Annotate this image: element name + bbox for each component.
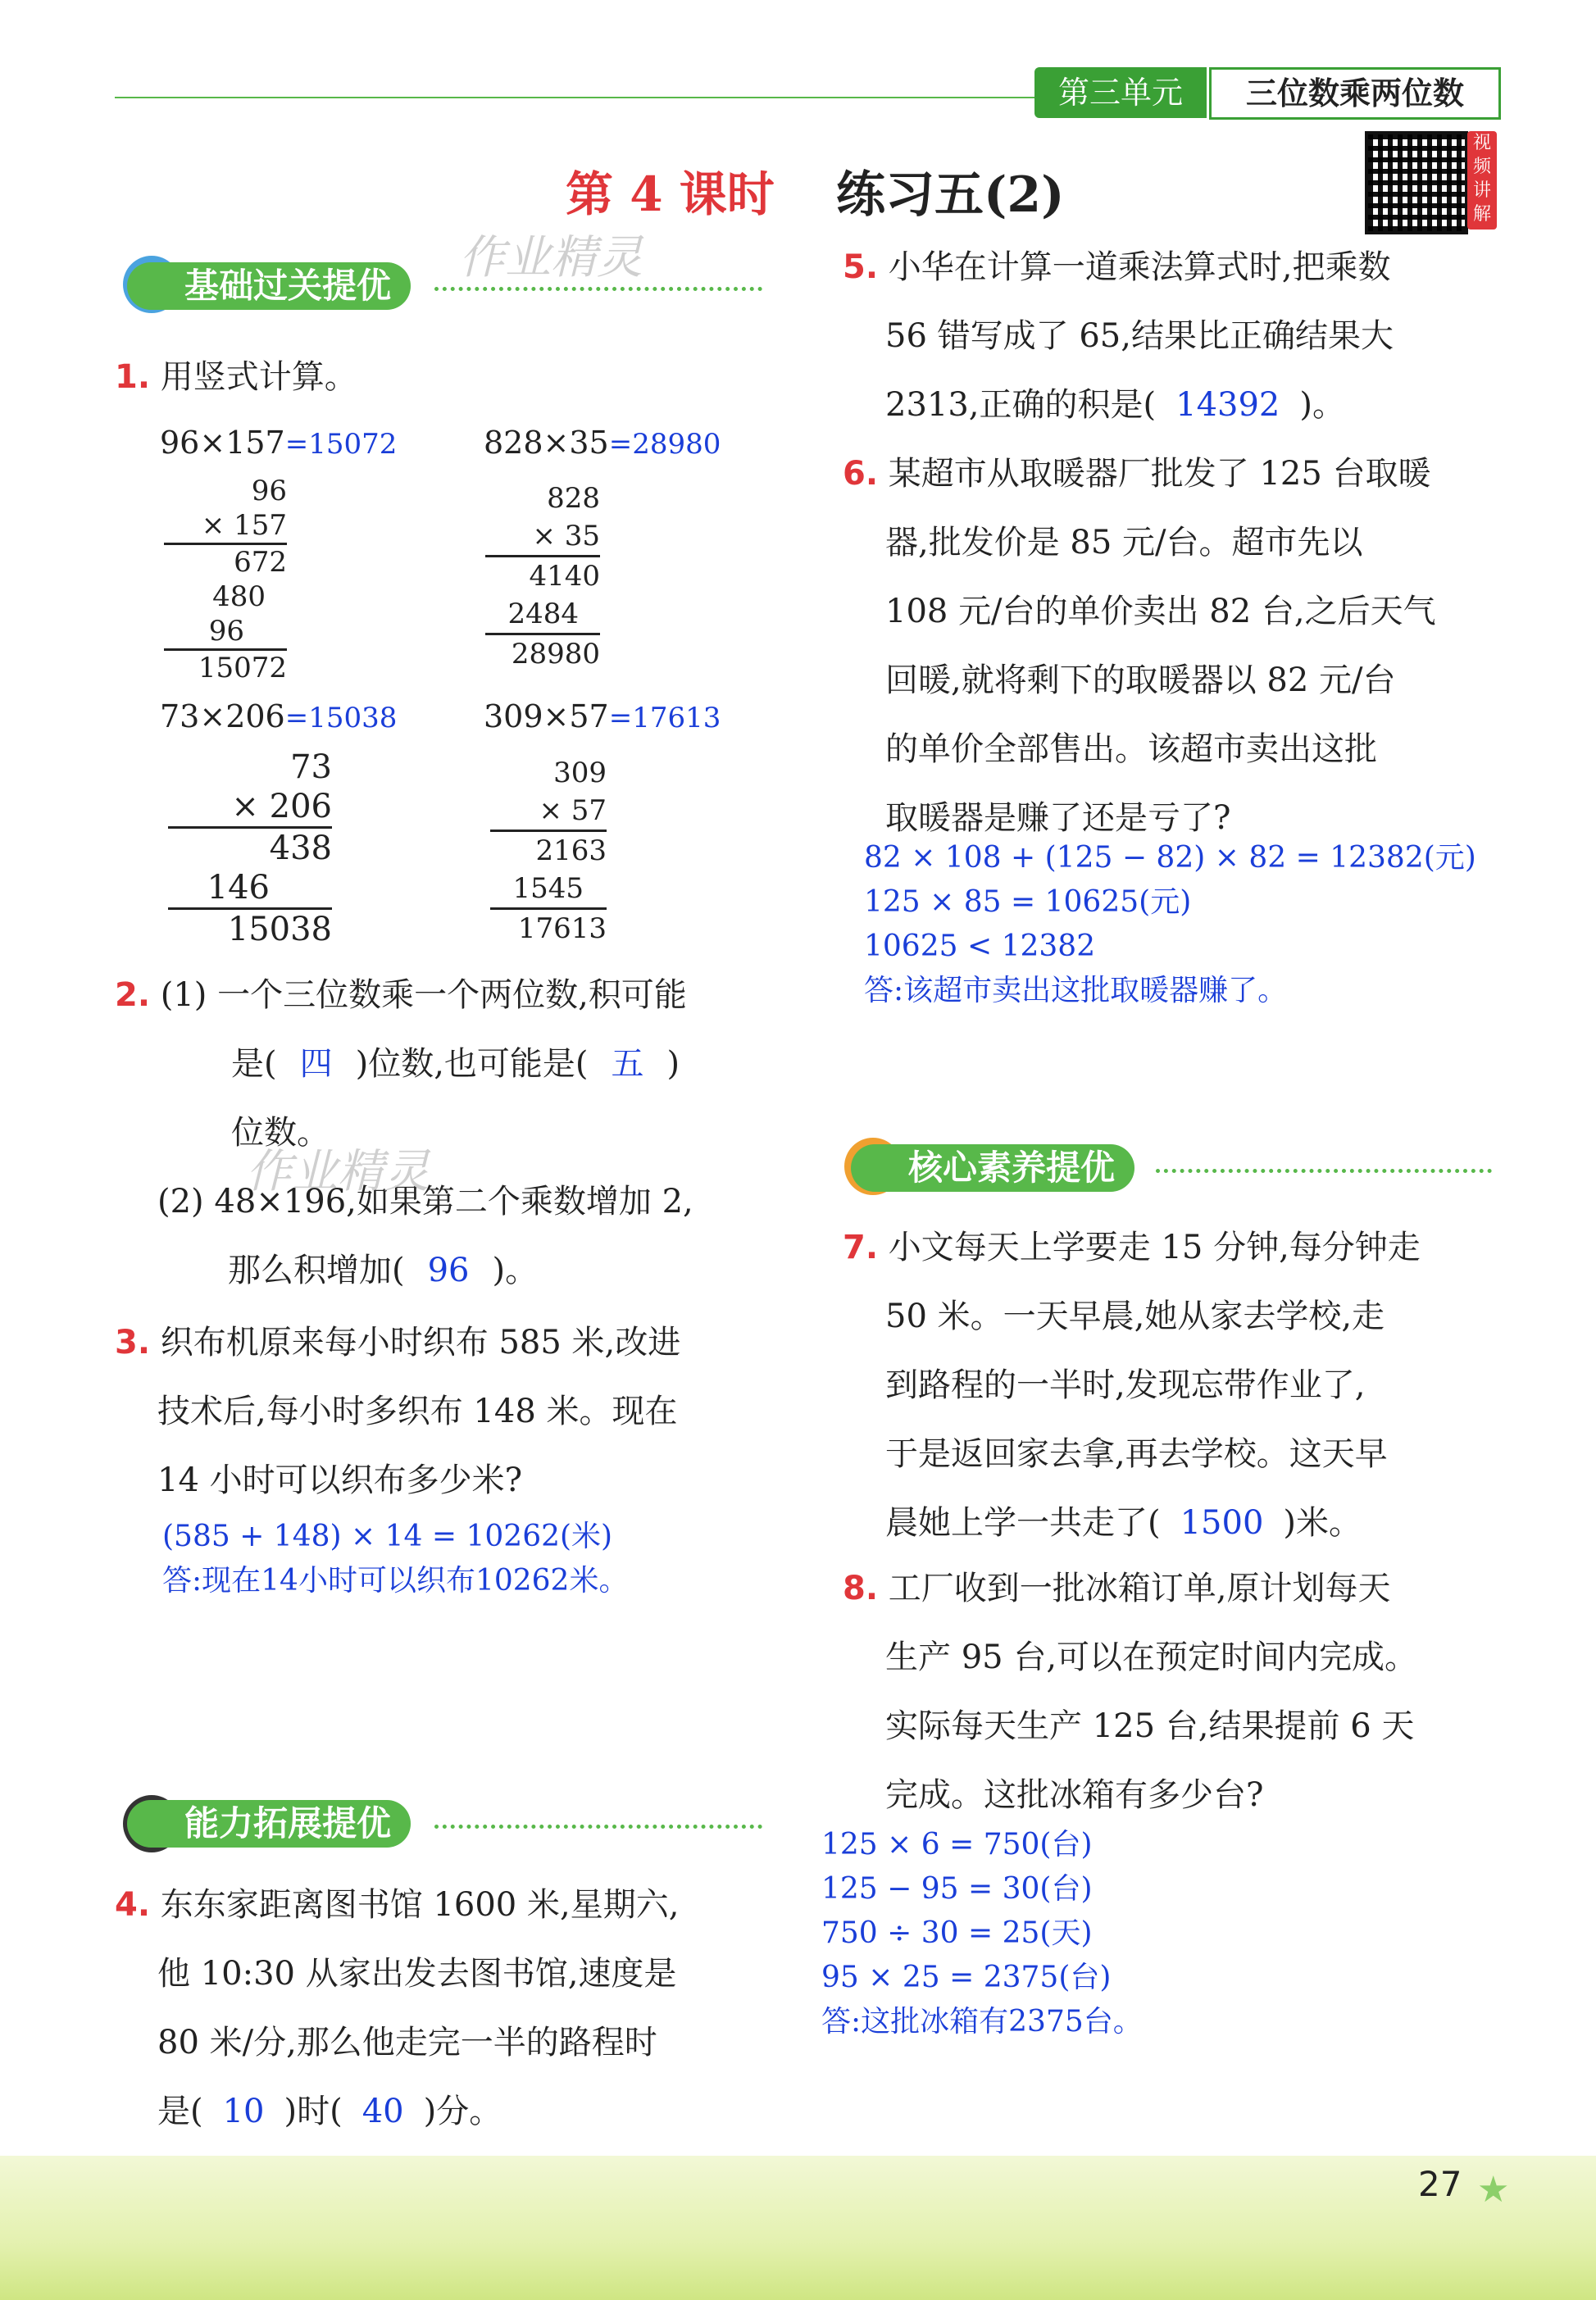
solution-8: 125 × 6 = 750(台) 125 − 95 = 30(台) 750 ÷ 30 = 25(天) 95 × 25 = 2375(台) 答:这批冰箱有2375台。 [821, 1828, 1143, 2039]
question-7: 7. 小文每天上学要走 15 分钟,每分钟走 50 米。一天早晨,她从家去学校,走 到路程的一半时,发现忘带作业了, 于是返回家去拿,再去学校。这天早 晨她上学一共走了( 1500 )米。 [843, 1229, 1421, 1542]
calc-expression: 309×57=17613 [484, 698, 721, 734]
calc-expression: 828×35=28980 [484, 425, 721, 461]
section-divider [434, 287, 762, 291]
section-ability: 能力拓展提优 [127, 1800, 411, 1848]
watermark: 作业精灵 [459, 231, 643, 284]
lesson-number: 第 4 课时 [566, 166, 775, 222]
section-core: 核心素养提优 [851, 1144, 1134, 1192]
calc-expression: 73×206=15038 [160, 698, 398, 734]
question-text: 用竖式计算。 [160, 358, 357, 396]
answer: 五 [611, 1045, 644, 1083]
vertical-calc: 96 × 157 672 480 96 15072 [164, 474, 287, 685]
vertical-calc: 309 × 57 2163 1545 17613 [490, 754, 607, 948]
answer: 96 [427, 1252, 470, 1289]
answer: 1500 [1180, 1504, 1264, 1542]
star-icon: ★ [1477, 2169, 1510, 2211]
lesson-name: 练习五(2) [836, 166, 1065, 224]
section-divider [434, 1825, 762, 1829]
question-3: 3. 织布机原来每小时织布 585 米,改进 技术后,每小时多织布 148 米。现在 14 小时可以织布多少米? [115, 1324, 681, 1499]
qr-code-icon[interactable] [1365, 131, 1468, 234]
vertical-calc: 73 × 206 438 146 15038 [168, 748, 332, 949]
section-basic: 基础过关提优 [127, 262, 411, 310]
question-number: 1. [115, 358, 151, 396]
answer: 14392 [1175, 386, 1280, 424]
footer-band [0, 2156, 1596, 2300]
solution-3: (585 + 148) × 14 = 10262(米) 答:现在14小时可以织布10262米。 [162, 1520, 629, 1598]
calc-expression: 96×157=15072 [160, 425, 398, 461]
header-rule [115, 97, 1041, 98]
question-2: 2. (1) 一个三位数乘一个两位数,积可能 是( 四 )位数,也可能是( 五 ) 位数。 (2) 48×196,如果第二个乘数增加 2, 那么积增加( 96 )。 [115, 976, 693, 1289]
section-divider [1156, 1169, 1492, 1173]
watermark: 作业精灵 [246, 1145, 430, 1198]
question-1 [115, 343, 357, 411]
vertical-calc: 828 × 35 4140 2484 28980 [485, 480, 600, 673]
question-5: 5. 小华在计算一道乘法算式时,把乘数 56 错写成了 65,结果比正确结果大 2313,正确的积是( 14392 )。 [843, 248, 1394, 424]
question-6: 6. 某超市从取暖器厂批发了 125 台取暖 器,批发价是 85 元/台。超市先以 108 元/台的单价卖出 82 台,之后天气 回暖,就将剩下的取暖器以 82 元/台 的单价全部售出。该超市卖出这批 取暖器是赚了还是亏了? [843, 455, 1436, 837]
page-number: 27 [1418, 2164, 1462, 2204]
video-tag[interactable]: 视频讲解 [1467, 131, 1497, 230]
unit-title: 三位数乘两位数 [1209, 67, 1501, 120]
answer: 10 [222, 2093, 265, 2130]
answer: 四 [299, 1045, 333, 1083]
unit-label: 第三单元 [1034, 67, 1207, 118]
solution-6: 82 × 108 + (125 − 82) × 82 = 12382(元) 125 × 85 = 10625(元) 10625 < 12382 答:该超市卖出这批取暖器赚了。 [864, 841, 1476, 1007]
answer: 40 [361, 2093, 404, 2130]
question-8: 8. 工厂收到一批冰箱订单,原计划每天 生产 95 台,可以在预定时间内完成。 实际每天生产 125 台,结果提前 6 天 完成。这批冰箱有多少台? [843, 1570, 1418, 1814]
question-4: 4. 东东家距离图书馆 1600 米,星期六, 他 10:30 从家出发去图书馆,速度是 80 米/分,那么他走完一半的路程时 是( 10 )时( 40 )分。 [115, 1886, 680, 2130]
